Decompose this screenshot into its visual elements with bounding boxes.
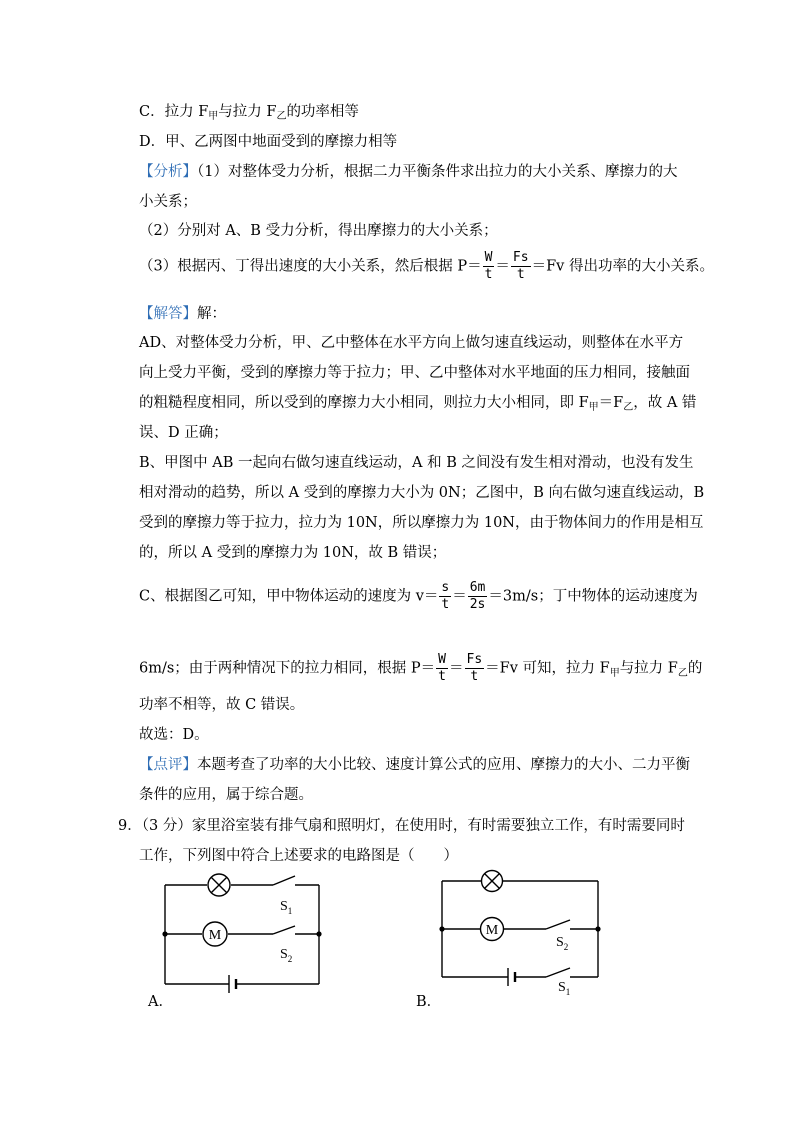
answer-b-2: 相对滑动的趋势，所以 A 受到的摩擦力大小为 0N；乙图中，B 向右做匀速直线运动，B	[139, 485, 705, 501]
fraction-fs-t-2: $\frac{Fs}{t}$	[466, 652, 483, 684]
answer-b-3: 受到的摩擦力等于拉力，拉力为 10N，所以摩擦力为 10N，由于物体间力的作用是相互	[139, 515, 704, 531]
option-c: C．拉力 $F_甲$与拉力 $F_乙$的功率相等	[139, 104, 359, 122]
circuit-diagram-a	[150, 870, 340, 1000]
answer-c-1: C、根据图乙可知，甲中物体运动的速度为 v＝ $\frac{s}{t}$ ＝ $\frac{6m}{2s}$ ＝3m/s；丁中物体的运动速度为	[139, 580, 698, 612]
lamp-icon	[208, 874, 230, 896]
option-a-label: A．	[148, 994, 173, 1010]
analysis-line-3: （2）分别对 A、B 受力分析，得出摩擦力的大小关系；	[139, 223, 498, 239]
comment-tag: 【点评】	[139, 757, 197, 773]
answer-c-3: 功率不相等，故 C 错误。	[139, 697, 305, 713]
junction-dot	[162, 931, 167, 936]
fraction-w-t: $\frac{W}{t}$	[484, 250, 493, 282]
answer-b-4: 的，所以 A 受到的摩擦力为 10N，故 B 错误；	[139, 545, 447, 561]
answer-ad-1: AD、对整体受力分析，甲、乙中整体在水平方向上做匀速直线运动，则整体在水平方	[139, 335, 684, 351]
answer-ad-3: 的粗糙程度相同，所以受到的摩擦力大小相同，则拉力大小相同，即 $F_甲=F_乙$，故 A 错	[139, 395, 697, 413]
analysis-tag: 【分析】	[139, 164, 197, 180]
analysis-line-1: 【分析】（1）对整体受力分析，根据二力平衡条件求出拉力的大小关系、摩擦力的大	[139, 164, 678, 180]
answer-tag: 【解答】	[139, 306, 197, 322]
option-d: D．甲、乙两图中地面受到的摩擦力相等	[139, 134, 398, 150]
svg-text:S1: $S_1$	[558, 980, 571, 997]
question-9-line-1: 9．（3 分）家里浴室装有排气扇和照明灯，在使用时，有时需要独立工作，有时需要同时	[118, 818, 685, 834]
answer-choice: 故选：D。	[139, 727, 209, 743]
junction-dot	[595, 926, 600, 931]
fraction-6m-2s: $\frac{6m}{2s}$	[469, 580, 486, 612]
junction-dot	[316, 931, 321, 936]
option-b-label: B．	[416, 994, 442, 1010]
question-9-line-2: 工作，下列图中符合上述要求的电路图是（ ）	[139, 848, 458, 864]
svg-text:S1: $S_1$	[280, 899, 293, 916]
fraction-s-t: $\frac{s}{t}$	[441, 580, 450, 612]
question-number: 9．	[118, 818, 142, 834]
motor-icon	[203, 922, 227, 946]
circuit-diagram-b	[430, 867, 610, 999]
lamp-icon	[482, 871, 503, 892]
answer-ad-2: 向上受力平衡，受到的摩擦力等于拉力；甲、乙中整体对水平地面的压力相同，接触面	[139, 365, 690, 381]
comment-line-2: 条件的应用，属于综合题。	[139, 787, 313, 803]
svg-text:S2: $S_2$	[280, 947, 293, 964]
answer-heading: 【解答】解：	[139, 306, 226, 322]
svg-text:M: M	[485, 923, 499, 938]
motor-icon	[481, 918, 504, 941]
svg-text:M: M	[208, 928, 222, 943]
answer-c-2: 6m/s；由于两种情况下的拉力相同，根据 P＝ $\frac{W}{t}$ ＝ $\frac{Fs}{t}$ ＝Fv 可知，拉力 $F_甲$与拉力 $F_乙$的	[139, 652, 703, 684]
answer-ad-4: 误、D 正确；	[139, 425, 228, 441]
svg-text:S2: $S_2$	[556, 935, 569, 952]
comment-line-1: 【点评】本题考查了功率的大小比较、速度计算公式的应用、摩擦力的大小、二力平衡	[139, 757, 690, 773]
junction-dot	[439, 926, 444, 931]
battery-icon	[229, 975, 236, 993]
answer-b-1: B、甲图中 AB 一起向右做匀速直线运动，A 和 B 之间没有发生相对滑动，也没有发生	[139, 455, 694, 471]
fraction-fs-t: $\frac{Fs}{t}$	[512, 250, 529, 282]
fraction-w-t-2: $\frac{W}{t}$	[438, 652, 446, 684]
analysis-line-2: 小关系；	[139, 194, 197, 210]
battery-icon	[508, 968, 515, 986]
analysis-line-4: （3）根据丙、丁得出速度的大小关系，然后根据 P＝ $\frac{W}{t}$ ＝ $\frac{Fs}{t}$ ＝Fv 得出功率的大小关系。	[139, 250, 714, 282]
